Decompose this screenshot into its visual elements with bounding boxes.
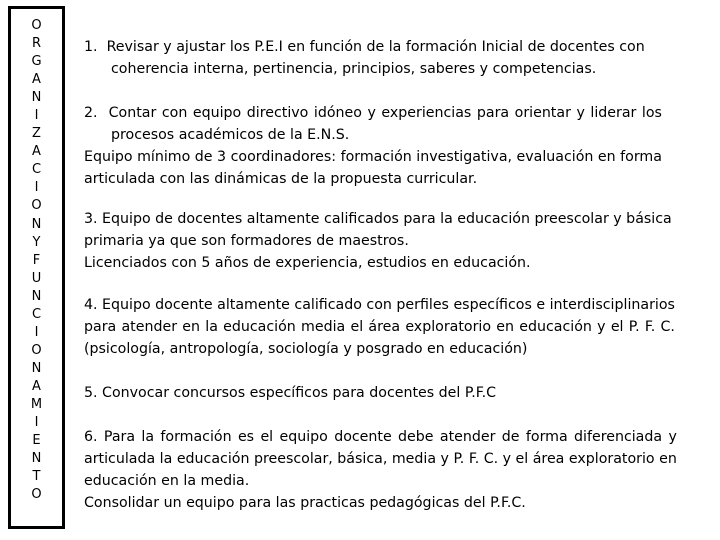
vertical-letter: E <box>32 433 41 449</box>
item-4-line-1: 4. Equipo docente altamente calificado con perfiles específicos e interdisciplinarios <box>84 297 675 313</box>
item-6-line-1: 6. Para la formación es el equipo docente debe atender de forma diferenciada y <box>84 429 677 445</box>
vertical-letter: I <box>34 415 39 431</box>
item-2 <box>84 102 662 190</box>
vertical-letter: I <box>34 180 39 196</box>
item-5 <box>84 382 496 404</box>
vertical-letter: U <box>31 270 42 286</box>
item-2-extra-line-1: Equipo mínimo de 3 coordinadores: formación investigativa, evaluación en forma <box>84 149 662 165</box>
vertical-letter: I <box>34 324 39 340</box>
item-1-text-line-1: Revisar y ajustar los P.E.I en función de la formación Inicial de docentes con <box>106 39 645 55</box>
vertical-letter: A <box>32 378 41 394</box>
item-1-text-line-2: coherencia interna, pertinencia, principios, saberes y competencias. <box>111 61 597 77</box>
vertical-title-box <box>8 6 65 529</box>
vertical-letter: O <box>31 198 42 214</box>
item-2-text-line-1: Contar con equipo directivo idóneo y experiencias para orientar y liderar los <box>108 105 662 121</box>
item-5-line-1: 5. Convocar concursos específicos para docentes del P.F.C <box>84 385 496 401</box>
item-1-line-1 <box>84 36 645 58</box>
vertical-letter: T <box>32 469 41 485</box>
vertical-letter: F <box>32 252 41 268</box>
item-6-line-2: articulada la educación preescolar, básica, media y P. F. C. y el área exploratorio en <box>84 451 677 467</box>
item-2-extra-line-2: articulada con las dinámicas de la propuesta curricular. <box>84 171 478 187</box>
item-4-line-2: para atender en la educación media el área exploratorio en educación y el P. F. C. <box>84 319 675 335</box>
vertical-title-letters <box>11 17 62 504</box>
vertical-letter: R <box>31 36 42 52</box>
item-3-line-1: 3. Equipo de docentes altamente calificados para la educación preescolar y básica <box>84 211 672 227</box>
vertical-letter: O <box>31 342 42 358</box>
item-2-text-line-2: procesos académicos de la E.N.S. <box>111 127 350 143</box>
item-4-line-3: (psicología, antropología, sociología y posgrado en educación) <box>84 341 528 357</box>
item-3-line-2: primaria ya que son formadores de maestros. <box>84 233 409 249</box>
vertical-letter: I <box>34 108 39 124</box>
item-1-number: 1. <box>84 39 98 55</box>
vertical-letter: Z <box>32 126 41 142</box>
vertical-letter: G <box>31 54 42 70</box>
vertical-letter: O <box>31 18 42 33</box>
vertical-letter: N <box>31 360 42 376</box>
vertical-letter: Y <box>32 234 41 250</box>
item-6-line-3: educación en la media. <box>84 473 250 489</box>
vertical-letter: C <box>31 162 42 178</box>
vertical-letter: A <box>32 144 41 160</box>
item-6-line-4: Consolidar un equipo para las practicas pedagógicas del P.F.C. <box>84 495 526 511</box>
item-6 <box>84 426 677 514</box>
item-1 <box>84 36 645 80</box>
vertical-letter: N <box>31 288 42 304</box>
vertical-letter: N <box>31 90 42 106</box>
item-3 <box>84 208 672 274</box>
item-2-number: 2. <box>84 105 98 121</box>
vertical-letter: C <box>31 306 42 322</box>
vertical-letter: O <box>31 487 42 503</box>
item-2-line-1 <box>84 102 662 124</box>
item-4 <box>84 294 675 360</box>
vertical-letter: A <box>32 72 41 88</box>
item-3-line-3: Licenciados con 5 años de experiencia, estudios en educación. <box>84 255 531 271</box>
vertical-letter: N <box>31 216 42 232</box>
vertical-letter: M <box>30 396 43 412</box>
vertical-letter: N <box>31 451 42 467</box>
